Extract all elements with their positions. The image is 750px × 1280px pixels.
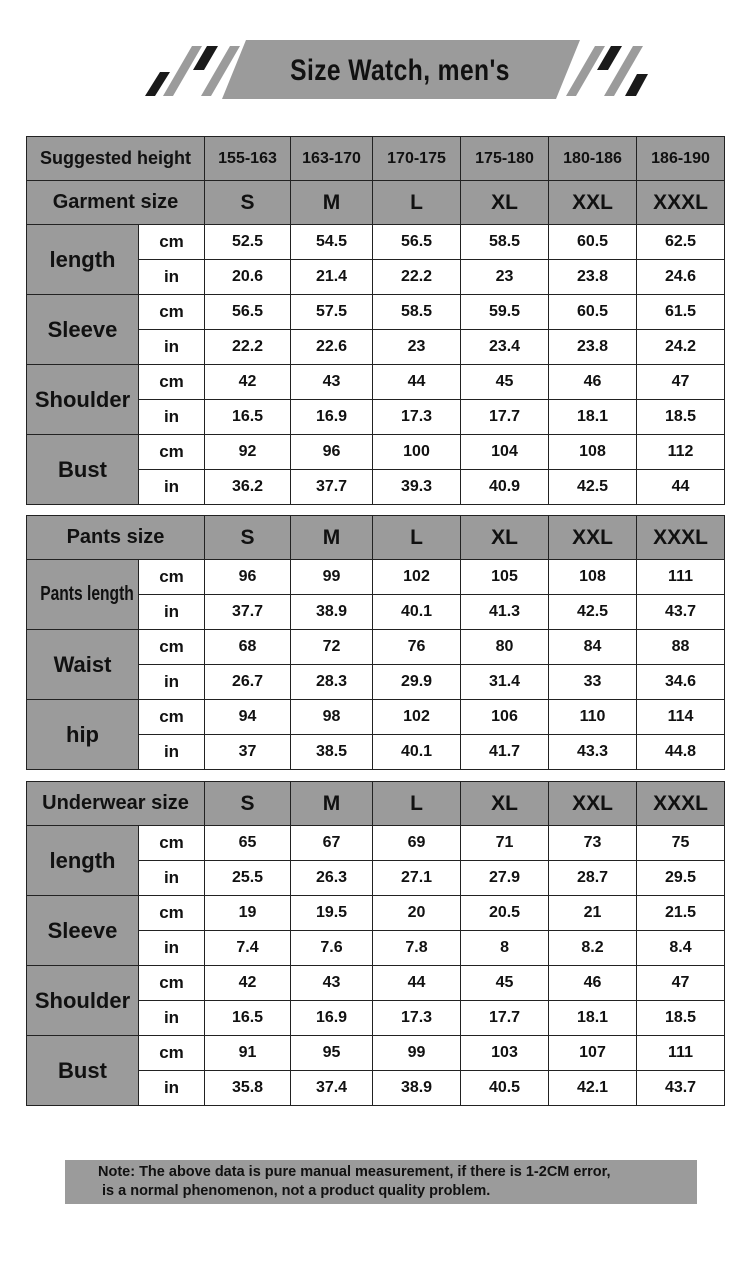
table-cell: 24.2 <box>637 330 725 365</box>
table-cell: 37 <box>205 735 291 770</box>
unit-label: in <box>139 400 205 435</box>
table-cell: 94 <box>205 700 291 735</box>
table-cell: 8.2 <box>549 931 637 966</box>
table-cell: 37.4 <box>291 1071 373 1106</box>
table-cell: 44 <box>373 966 461 1001</box>
table-cell: 42.1 <box>549 1071 637 1106</box>
table-cell: 102 <box>373 700 461 735</box>
table-cell: 17.3 <box>373 400 461 435</box>
table-cell: 19 <box>205 896 291 931</box>
size-label: XXXL <box>637 181 725 225</box>
size-label: S <box>205 782 291 826</box>
unit-label: cm <box>139 700 205 735</box>
table-cell: 18.1 <box>549 1001 637 1036</box>
table-cell: 44.8 <box>637 735 725 770</box>
table-cell: 56.5 <box>373 225 461 260</box>
note-line-1: Note: The above data is pure manual measurement, if there is 1-2CM error, <box>98 1164 611 1180</box>
height-value: 170-175 <box>373 137 461 181</box>
size-label: XL <box>461 516 549 560</box>
table-cell: 8 <box>461 931 549 966</box>
unit-label: in <box>139 330 205 365</box>
table-cell: 26.3 <box>291 861 373 896</box>
table-cell: 36.2 <box>205 470 291 505</box>
table-cell: 18.5 <box>637 400 725 435</box>
note-line-2: is a normal phenomenon, not a product quality problem. <box>102 1183 491 1199</box>
size-row <box>27 181 725 225</box>
size-label: L <box>373 181 461 225</box>
table-row <box>27 966 725 1001</box>
measurement-label: Bust <box>27 1036 139 1106</box>
table-cell: 17.7 <box>461 400 549 435</box>
unit-label: cm <box>139 1036 205 1071</box>
measurement-label: Waist <box>27 630 139 700</box>
table-cell: 44 <box>637 470 725 505</box>
table-cell: 43 <box>291 365 373 400</box>
table-row <box>27 1036 725 1071</box>
table-cell: 7.6 <box>291 931 373 966</box>
unit-label: in <box>139 470 205 505</box>
table-cell: 8.4 <box>637 931 725 966</box>
table-cell: 21 <box>549 896 637 931</box>
table-cell: 42.5 <box>549 595 637 630</box>
table-cell: 31.4 <box>461 665 549 700</box>
pants-size-label: Pants size <box>27 516 205 560</box>
unit-label: in <box>139 931 205 966</box>
table-cell: 7.4 <box>205 931 291 966</box>
table-cell: 103 <box>461 1036 549 1071</box>
table-cell: 23.8 <box>549 260 637 295</box>
table-cell: 18.5 <box>637 1001 725 1036</box>
size-label: XL <box>461 782 549 826</box>
table-cell: 88 <box>637 630 725 665</box>
size-row <box>27 782 725 826</box>
size-label: M <box>291 516 373 560</box>
table-cell: 107 <box>549 1036 637 1071</box>
table-cell: 38.9 <box>373 1071 461 1106</box>
measurement-label: Shoulder <box>27 365 139 435</box>
table-cell: 106 <box>461 700 549 735</box>
table-cell: 43.7 <box>637 1071 725 1106</box>
measurement-label: Bust <box>27 435 139 505</box>
table-cell: 114 <box>637 700 725 735</box>
table-cell: 22.6 <box>291 330 373 365</box>
size-label: XXXL <box>637 516 725 560</box>
unit-label: cm <box>139 896 205 931</box>
table-cell: 111 <box>637 560 725 595</box>
table-cell: 108 <box>549 560 637 595</box>
unit-label: in <box>139 861 205 896</box>
table-cell: 112 <box>637 435 725 470</box>
table-cell: 38.9 <box>291 595 373 630</box>
height-value: 163-170 <box>291 137 373 181</box>
table-cell: 46 <box>549 365 637 400</box>
table-cell: 22.2 <box>205 330 291 365</box>
underwear-size-label: Underwear size <box>27 782 205 826</box>
unit-label: cm <box>139 225 205 260</box>
table-cell: 23.8 <box>549 330 637 365</box>
table-cell: 69 <box>373 826 461 861</box>
table-cell: 44 <box>373 365 461 400</box>
table-cell: 58.5 <box>373 295 461 330</box>
table-cell: 39.3 <box>373 470 461 505</box>
table-cell: 58.5 <box>461 225 549 260</box>
size-label: M <box>291 181 373 225</box>
table-cell: 34.6 <box>637 665 725 700</box>
size-label: S <box>205 181 291 225</box>
unit-label: cm <box>139 365 205 400</box>
table-cell: 17.7 <box>461 1001 549 1036</box>
height-row <box>27 137 725 181</box>
page-title: Size Watch, men's <box>290 54 510 87</box>
table-cell: 108 <box>549 435 637 470</box>
size-label: S <box>205 516 291 560</box>
table-cell: 59.5 <box>461 295 549 330</box>
table-cell: 111 <box>637 1036 725 1071</box>
table-cell: 72 <box>291 630 373 665</box>
table-row <box>27 700 725 735</box>
table-cell: 80 <box>461 630 549 665</box>
table-cell: 60.5 <box>549 295 637 330</box>
table-cell: 42 <box>205 966 291 1001</box>
table-cell: 37.7 <box>205 595 291 630</box>
title-banner <box>0 0 750 120</box>
table-cell: 45 <box>461 966 549 1001</box>
table-cell: 28.7 <box>549 861 637 896</box>
measurement-label: length <box>27 225 139 295</box>
table-cell: 25.5 <box>205 861 291 896</box>
table-cell: 52.5 <box>205 225 291 260</box>
unit-label: in <box>139 665 205 700</box>
table-row <box>27 435 725 470</box>
table-cell: 17.3 <box>373 1001 461 1036</box>
height-value: 186-190 <box>637 137 725 181</box>
table-cell: 35.8 <box>205 1071 291 1106</box>
table-row <box>27 225 725 260</box>
underwear-size-table <box>26 781 725 1106</box>
suggested-height-label: Suggested height <box>27 137 205 181</box>
table-cell: 43.7 <box>637 595 725 630</box>
table-cell: 62.5 <box>637 225 725 260</box>
table-cell: 16.5 <box>205 400 291 435</box>
table-cell: 42.5 <box>549 470 637 505</box>
table-cell: 18.1 <box>549 400 637 435</box>
table-cell: 41.3 <box>461 595 549 630</box>
table-cell: 100 <box>373 435 461 470</box>
table-cell: 56.5 <box>205 295 291 330</box>
size-label: XXL <box>549 516 637 560</box>
unit-label: cm <box>139 966 205 1001</box>
table-cell: 23 <box>461 260 549 295</box>
table-cell: 28.3 <box>291 665 373 700</box>
measurement-label-text: Pants length <box>40 583 134 605</box>
table-cell: 73 <box>549 826 637 861</box>
size-label: XXL <box>549 181 637 225</box>
table-cell: 19.5 <box>291 896 373 931</box>
table-cell: 95 <box>291 1036 373 1071</box>
size-row <box>27 516 725 560</box>
table-cell: 57.5 <box>291 295 373 330</box>
measurement-label: hip <box>27 700 139 770</box>
size-label: M <box>291 782 373 826</box>
table-cell: 60.5 <box>549 225 637 260</box>
table-row <box>27 896 725 931</box>
table-cell: 16.5 <box>205 1001 291 1036</box>
table-row <box>27 365 725 400</box>
measurement-label: length <box>27 826 139 896</box>
table-cell: 7.8 <box>373 931 461 966</box>
table-cell: 67 <box>291 826 373 861</box>
table-row <box>27 826 725 861</box>
table-cell: 99 <box>291 560 373 595</box>
table-cell: 27.1 <box>373 861 461 896</box>
table-cell: 65 <box>205 826 291 861</box>
table-cell: 54.5 <box>291 225 373 260</box>
height-value: 175-180 <box>461 137 549 181</box>
table-row <box>27 295 725 330</box>
table-row <box>27 630 725 665</box>
table-cell: 21.5 <box>637 896 725 931</box>
table-cell: 22.2 <box>373 260 461 295</box>
size-label: L <box>373 782 461 826</box>
table-cell: 84 <box>549 630 637 665</box>
height-value: 155-163 <box>205 137 291 181</box>
table-cell: 29.5 <box>637 861 725 896</box>
garment-size-table <box>26 136 725 505</box>
table-cell: 40.1 <box>373 595 461 630</box>
size-label: XXL <box>549 782 637 826</box>
height-value: 180-186 <box>549 137 637 181</box>
table-cell: 24.6 <box>637 260 725 295</box>
table-cell: 47 <box>637 365 725 400</box>
size-label: L <box>373 516 461 560</box>
table-cell: 40.1 <box>373 735 461 770</box>
table-cell: 16.9 <box>291 1001 373 1036</box>
table-cell: 71 <box>461 826 549 861</box>
size-label: XXXL <box>637 782 725 826</box>
table-row <box>27 560 725 595</box>
table-cell: 99 <box>373 1036 461 1071</box>
table-cell: 16.9 <box>291 400 373 435</box>
garment-size-label: Garment size <box>27 181 205 225</box>
unit-label: cm <box>139 630 205 665</box>
table-cell: 40.5 <box>461 1071 549 1106</box>
table-cell: 37.7 <box>291 470 373 505</box>
table-cell: 47 <box>637 966 725 1001</box>
measurement-label: Sleeve <box>27 896 139 966</box>
measurement-label: Shoulder <box>27 966 139 1036</box>
table-cell: 102 <box>373 560 461 595</box>
table-cell: 27.9 <box>461 861 549 896</box>
table-cell: 20.6 <box>205 260 291 295</box>
table-cell: 26.7 <box>205 665 291 700</box>
unit-label: cm <box>139 435 205 470</box>
unit-label: cm <box>139 826 205 861</box>
unit-label: in <box>139 260 205 295</box>
table-cell: 91 <box>205 1036 291 1071</box>
table-cell: 38.5 <box>291 735 373 770</box>
table-cell: 21.4 <box>291 260 373 295</box>
table-cell: 76 <box>373 630 461 665</box>
table-cell: 105 <box>461 560 549 595</box>
table-cell: 33 <box>549 665 637 700</box>
measurement-label: Sleeve <box>27 295 139 365</box>
unit-label: in <box>139 1071 205 1106</box>
table-cell: 46 <box>549 966 637 1001</box>
table-cell: 40.9 <box>461 470 549 505</box>
table-cell: 68 <box>205 630 291 665</box>
table-cell: 96 <box>291 435 373 470</box>
table-cell: 104 <box>461 435 549 470</box>
table-cell: 75 <box>637 826 725 861</box>
size-label: XL <box>461 181 549 225</box>
table-cell: 23.4 <box>461 330 549 365</box>
table-cell: 110 <box>549 700 637 735</box>
table-cell: 20 <box>373 896 461 931</box>
table-cell: 45 <box>461 365 549 400</box>
table-cell: 42 <box>205 365 291 400</box>
table-cell: 43.3 <box>549 735 637 770</box>
table-cell: 29.9 <box>373 665 461 700</box>
unit-label: in <box>139 1001 205 1036</box>
table-cell: 23 <box>373 330 461 365</box>
measurement-note <box>65 1160 697 1204</box>
unit-label: cm <box>139 295 205 330</box>
table-cell: 43 <box>291 966 373 1001</box>
table-cell: 61.5 <box>637 295 725 330</box>
pants-size-table <box>26 515 725 770</box>
table-cell: 41.7 <box>461 735 549 770</box>
table-cell: 92 <box>205 435 291 470</box>
table-cell: 20.5 <box>461 896 549 931</box>
measurement-label <box>27 560 139 630</box>
table-cell: 96 <box>205 560 291 595</box>
unit-label: in <box>139 595 205 630</box>
unit-label: in <box>139 735 205 770</box>
table-cell: 98 <box>291 700 373 735</box>
unit-label: cm <box>139 560 205 595</box>
